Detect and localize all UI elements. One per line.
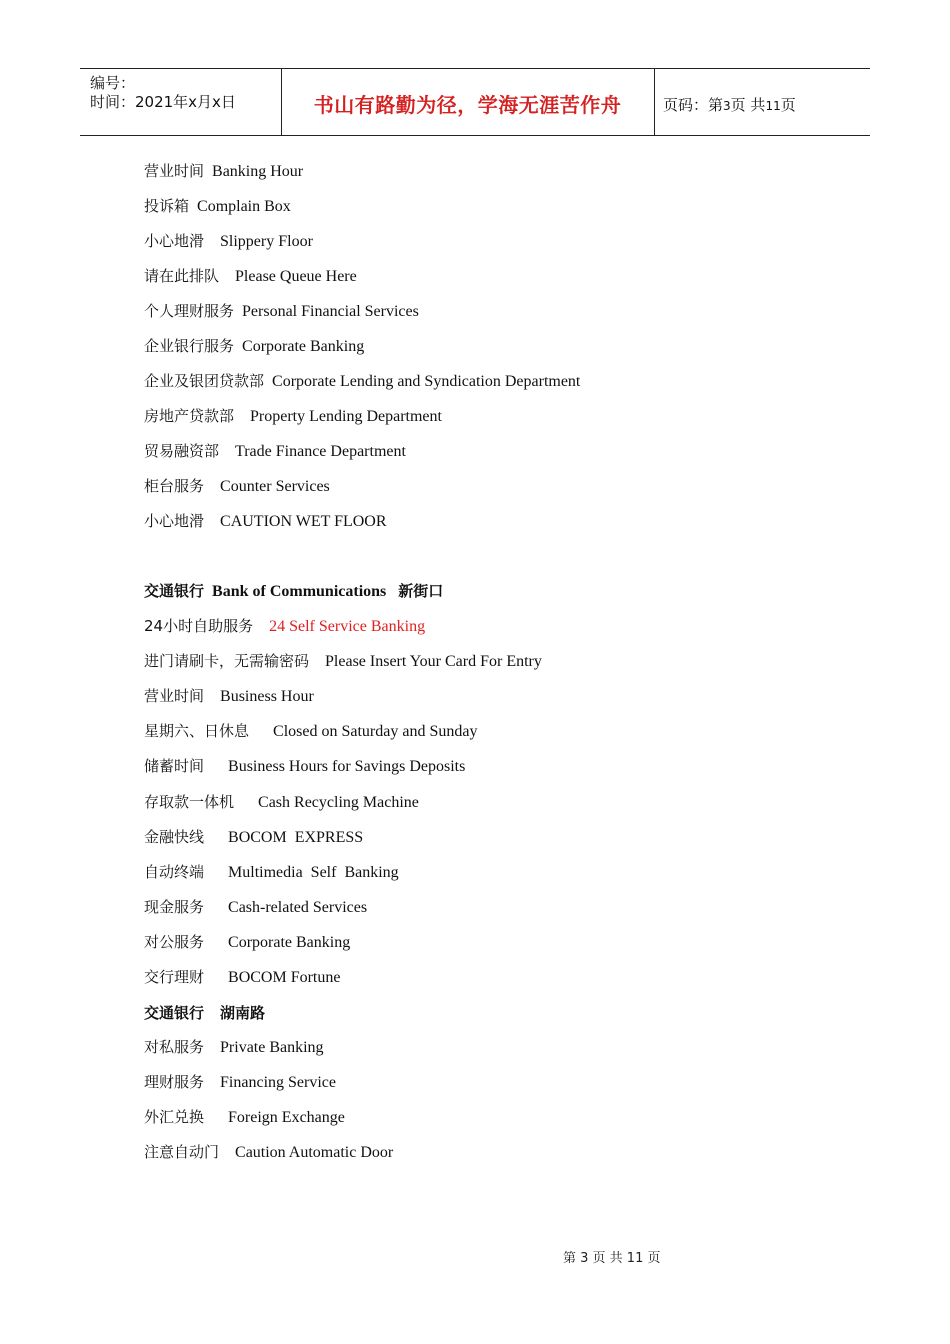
sign-gap bbox=[204, 969, 228, 986]
sign-english-text: Cash Recycling Machine bbox=[258, 793, 419, 811]
sign-gap bbox=[204, 1074, 220, 1091]
sign-entry bbox=[144, 511, 387, 532]
page-mid: 页 共 bbox=[730, 96, 766, 114]
section-bank-name-cn: 交通银行 bbox=[144, 1004, 205, 1022]
sign-chinese-text: 星期六、日休息 bbox=[144, 722, 250, 741]
sign-gap bbox=[309, 653, 325, 670]
sign-chinese-text: 柜台服务 bbox=[144, 477, 205, 495]
page-footer: 第 3 页 共 11 页 bbox=[563, 1251, 661, 1266]
header-right-cell bbox=[654, 69, 870, 135]
sign-entry bbox=[144, 1072, 336, 1093]
sign-chinese-text: 企业银行服务 bbox=[144, 337, 235, 355]
sign-english-text: Financing Service bbox=[220, 1074, 336, 1091]
sign-entry bbox=[144, 1107, 345, 1128]
document-number-label: 编号： bbox=[90, 74, 136, 92]
sign-gap bbox=[204, 163, 212, 180]
sign-entry bbox=[144, 897, 367, 918]
sign-english-text: CAUTION WET FLOOR bbox=[220, 513, 387, 530]
section-bank-name-cn: 交通银行 bbox=[144, 582, 205, 600]
sign-gap bbox=[204, 829, 228, 846]
sign-gap bbox=[204, 899, 228, 916]
header-page-info bbox=[663, 94, 796, 115]
sign-entry bbox=[144, 336, 364, 357]
sign-entry bbox=[144, 301, 419, 322]
sign-english-text: BOCOM Fortune bbox=[228, 969, 341, 986]
sign-english-text: Please Queue Here bbox=[235, 268, 357, 285]
sign-entry bbox=[144, 1142, 393, 1163]
sign-entry bbox=[144, 967, 340, 988]
sign-entry bbox=[144, 406, 442, 427]
sign-chinese-text: 进门请刷卡，无需输密码 bbox=[144, 652, 310, 671]
sign-entry bbox=[144, 721, 477, 742]
section-branch-name: 新街口 bbox=[398, 582, 444, 600]
sign-gap bbox=[204, 688, 220, 705]
sign-gap bbox=[204, 513, 220, 530]
sign-entry bbox=[144, 756, 465, 777]
sign-chinese-text: 贸易融资部 bbox=[144, 442, 220, 460]
sign-english-text: Business Hour bbox=[220, 688, 314, 706]
sign-gap bbox=[204, 934, 228, 951]
section-heading-hunanlu bbox=[144, 1003, 265, 1024]
sign-english-text: Closed on Saturday and Sunday bbox=[273, 723, 478, 741]
sign-entry bbox=[144, 1037, 324, 1058]
sign-english-text: Property Lending Department bbox=[250, 408, 442, 425]
page-suffix: 页 bbox=[780, 96, 796, 114]
sign-english-text: Corporate Banking bbox=[242, 338, 365, 355]
sign-entry bbox=[144, 827, 363, 848]
sign-gap bbox=[234, 794, 258, 811]
sign-chinese-text: 现金服务 bbox=[144, 897, 205, 916]
sign-chinese-text: 24小时自助服务 bbox=[144, 617, 254, 635]
sign-gap bbox=[204, 233, 220, 250]
sign-english-text: Multimedia Self Banking bbox=[228, 863, 399, 881]
sign-entry bbox=[144, 371, 580, 392]
sign-english-text: Cash-related Services bbox=[228, 898, 368, 916]
sign-gap bbox=[204, 1039, 220, 1056]
sign-gap bbox=[253, 618, 269, 635]
sign-chinese-text: 请在此排队 bbox=[144, 267, 220, 285]
sign-gap bbox=[204, 758, 228, 775]
page-total: 11 bbox=[765, 99, 781, 113]
sign-gap bbox=[189, 198, 197, 215]
sign-chinese-text: 金融快线 bbox=[144, 827, 205, 846]
sign-gap bbox=[219, 443, 235, 460]
sign-chinese-text: 交行理财 bbox=[144, 968, 205, 986]
header-left-cell bbox=[80, 69, 282, 135]
sign-entry bbox=[144, 476, 330, 497]
sign-chinese-text: 存取款一体机 bbox=[144, 792, 235, 811]
page-header bbox=[80, 68, 870, 136]
page-current: 3 bbox=[723, 99, 731, 113]
sign-english-text: Banking Hour bbox=[212, 163, 304, 180]
sign-chinese-text: 投诉箱 bbox=[144, 197, 190, 215]
sign-english-text: Complain Box bbox=[197, 198, 291, 215]
sign-entry bbox=[144, 862, 399, 883]
sign-chinese-text: 理财服务 bbox=[144, 1073, 205, 1091]
sign-gap bbox=[264, 373, 272, 390]
sign-entry bbox=[144, 651, 542, 672]
sign-entry bbox=[144, 686, 314, 707]
sign-entry bbox=[144, 792, 419, 813]
sign-chinese-text: 注意自动门 bbox=[144, 1143, 220, 1161]
sign-english-text: Private Banking bbox=[220, 1039, 324, 1056]
sign-english-text: Slippery Floor bbox=[220, 233, 313, 250]
sign-entry bbox=[144, 932, 350, 953]
sign-english-text: Foreign Exchange bbox=[228, 1109, 345, 1126]
sign-entry bbox=[144, 196, 291, 217]
sign-gap bbox=[204, 478, 220, 495]
sign-english-text: Counter Services bbox=[220, 478, 330, 495]
sign-entry bbox=[144, 616, 425, 637]
sign-english-text: BOCOM EXPRESS bbox=[228, 828, 364, 846]
sign-entry bbox=[144, 161, 303, 182]
sign-gap bbox=[219, 268, 235, 285]
sign-chinese-text: 自动终端 bbox=[144, 862, 205, 881]
sign-gap bbox=[249, 723, 273, 740]
sign-english-text: Corporate Lending and Syndication Department bbox=[272, 373, 581, 390]
sign-english-text: Please Insert Your Card For Entry bbox=[325, 653, 542, 671]
sign-gap bbox=[234, 303, 242, 320]
sign-chinese-text: 储蓄时间 bbox=[144, 757, 205, 776]
sign-chinese-text: 营业时间 bbox=[144, 162, 205, 180]
sign-chinese-text: 个人理财服务 bbox=[144, 302, 235, 320]
sign-gap bbox=[204, 1109, 228, 1126]
sign-english-text: 24 Self Service Banking bbox=[269, 618, 426, 635]
sign-chinese-text: 外汇兑换 bbox=[144, 1108, 205, 1126]
sign-gap bbox=[234, 408, 250, 425]
sign-chinese-text: 对私服务 bbox=[144, 1038, 205, 1056]
sign-chinese-text: 小心地滑 bbox=[144, 232, 205, 250]
section-branch-name: 湖南路 bbox=[220, 1004, 266, 1022]
sign-entry bbox=[144, 266, 357, 287]
sign-chinese-text: 企业及银团贷款部 bbox=[144, 372, 265, 390]
header-motto: 书山有路勤为径，学海无涯苦作舟 bbox=[313, 93, 622, 117]
sign-chinese-text: 对公服务 bbox=[144, 932, 205, 951]
sign-gap bbox=[234, 338, 242, 355]
sign-english-text: Caution Automatic Door bbox=[235, 1144, 394, 1161]
sign-chinese-text: 营业时间 bbox=[144, 687, 205, 706]
sign-english-text: Corporate Banking bbox=[228, 933, 351, 951]
header-middle-cell bbox=[281, 69, 655, 135]
sign-english-text: Trade Finance Department bbox=[235, 443, 406, 460]
section-heading-xinjiekou bbox=[144, 581, 443, 602]
sign-english-text: Business Hours for Savings Deposits bbox=[228, 758, 466, 776]
sign-gap bbox=[219, 1144, 235, 1161]
sign-entry bbox=[144, 231, 313, 252]
document-time-label: 时间：2021年x月x日 bbox=[90, 93, 236, 111]
section-bank-name-en: Bank of Communications bbox=[212, 583, 387, 600]
sign-english-text: Personal Financial Services bbox=[242, 303, 419, 320]
page-prefix: 页码：第 bbox=[663, 96, 724, 114]
sign-gap bbox=[204, 864, 228, 881]
sign-chinese-text: 小心地滑 bbox=[144, 512, 205, 530]
sign-chinese-text: 房地产贷款部 bbox=[144, 407, 235, 425]
sign-entry bbox=[144, 441, 406, 462]
